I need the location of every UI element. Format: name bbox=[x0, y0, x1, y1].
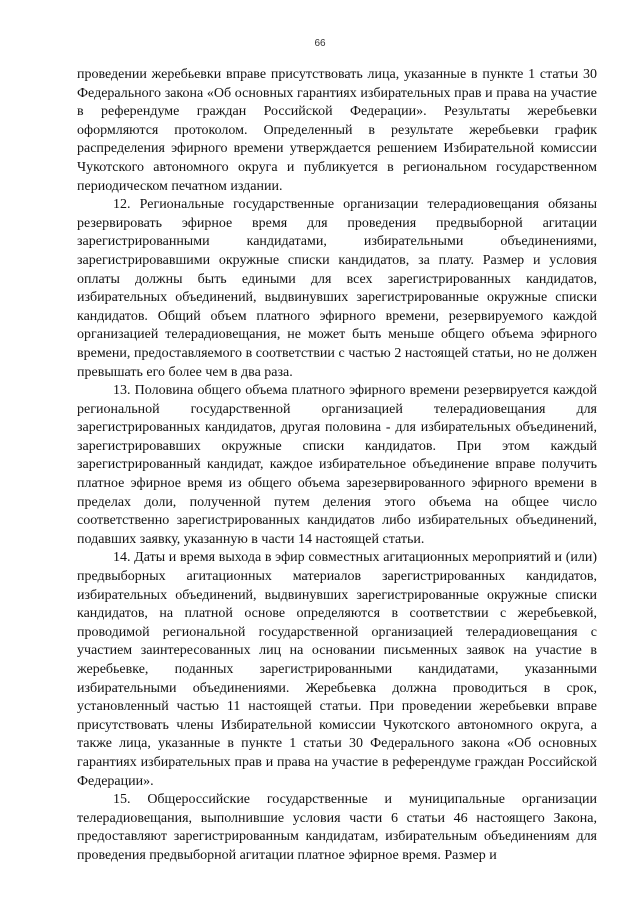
paragraph-12: 12. Региональные государственные организации телерадиовещания обязаны резервировать эфирное время для проведения предвыборной агитации зарегистрированными кандидатами, избирательными объединениями, зарегистрировавшими окружные списки кандидатов, за плату. Размер и условия оплаты должны быть едиными для всех зарегистрированных кандидатов, избирательных объединений, выдвинувших зарегистрированные окружные списки кандидатов. Общий объем платного эфирного времени, резервируемого каждой организацией телерадиовещания, не может быть меньше общего объема эфирного времени, предоставляемого в соответствии с частью 2 настоящей статьи, но не должен превышать его более чем в два раза. bbox=[77, 197, 597, 380]
paragraph-15: 15. Общероссийские государственные и муниципальные организации телерадиовещания, выполнившие условия части 6 статьи 46 настоящего Закона, предоставляют зарегистрированным кандидатам, избирательным объединениям для проведения предвыборной агитации платное эфирное время. Размер и bbox=[77, 792, 597, 863]
paragraph-14: 14. Даты и время выхода в эфир совместных агитационных мероприятий и (или) предвыборных агитационных материалов зарегистрированных кандидатов, избирательных объединений, выдвинувших зарегистрированные окружные списки кандидатов, на платной основе определяются в соответствии с жеребьевкой, проводимой региональной государственной организацией телерадиовещания с участием заинтересованных лиц на основании письменных заявок на участие в жеребьевке, поданных зарегистрированными кандидатами, указанными избирательными объединениями. Жеребьевка должна проводиться в срок, установленный частью 11 настоящей статьи. При проведении жеребьевки вправе присутствовать члены Избирательной комиссии Чукотского автономного округа, а также лица, указанные в пункте 1 статьи 30 Федерального закона «Об основных гарантиях избирательных прав и права на участие в референдуме граждан Российской Федерации». bbox=[77, 550, 597, 789]
page-number: 66 bbox=[314, 38, 326, 49]
document-body bbox=[77, 66, 597, 866]
paragraph-13: 13. Половина общего объема платного эфирного времени резервируется каждой региональной государственной организацией телерадиовещания для зарегистрированных кандидатов, другая половина - для избирательных объединений, зарегистрировавших окружные списки кандидатов. При этом каждый зарегистрированный кандидат, каждое избирательное объединение вправе получить платное эфирное время из общего объема зарезервированного эфирного времени в пределах доли, полученной путем деления этого объема на общее число соответственно зарегистрированных кандидатов либо избирательных объединений, подавших заявку, указанную в части 14 настоящей статьи. bbox=[77, 383, 597, 547]
paragraph-continuation: проведении жеребьевки вправе присутствовать лица, указанные в пункте 1 статьи 30 Федерального закона «Об основных гарантиях избирательных прав и права на участие в референдуме граждан Российской Федерации». Результаты жеребьевки оформляются протоколом. Определенный в результате жеребьевки график распределения эфирного времени утверждается решением Избирательной комиссии Чукотского автономного округа и публикуется в региональном государственном периодическом печатном издании. bbox=[77, 67, 597, 194]
